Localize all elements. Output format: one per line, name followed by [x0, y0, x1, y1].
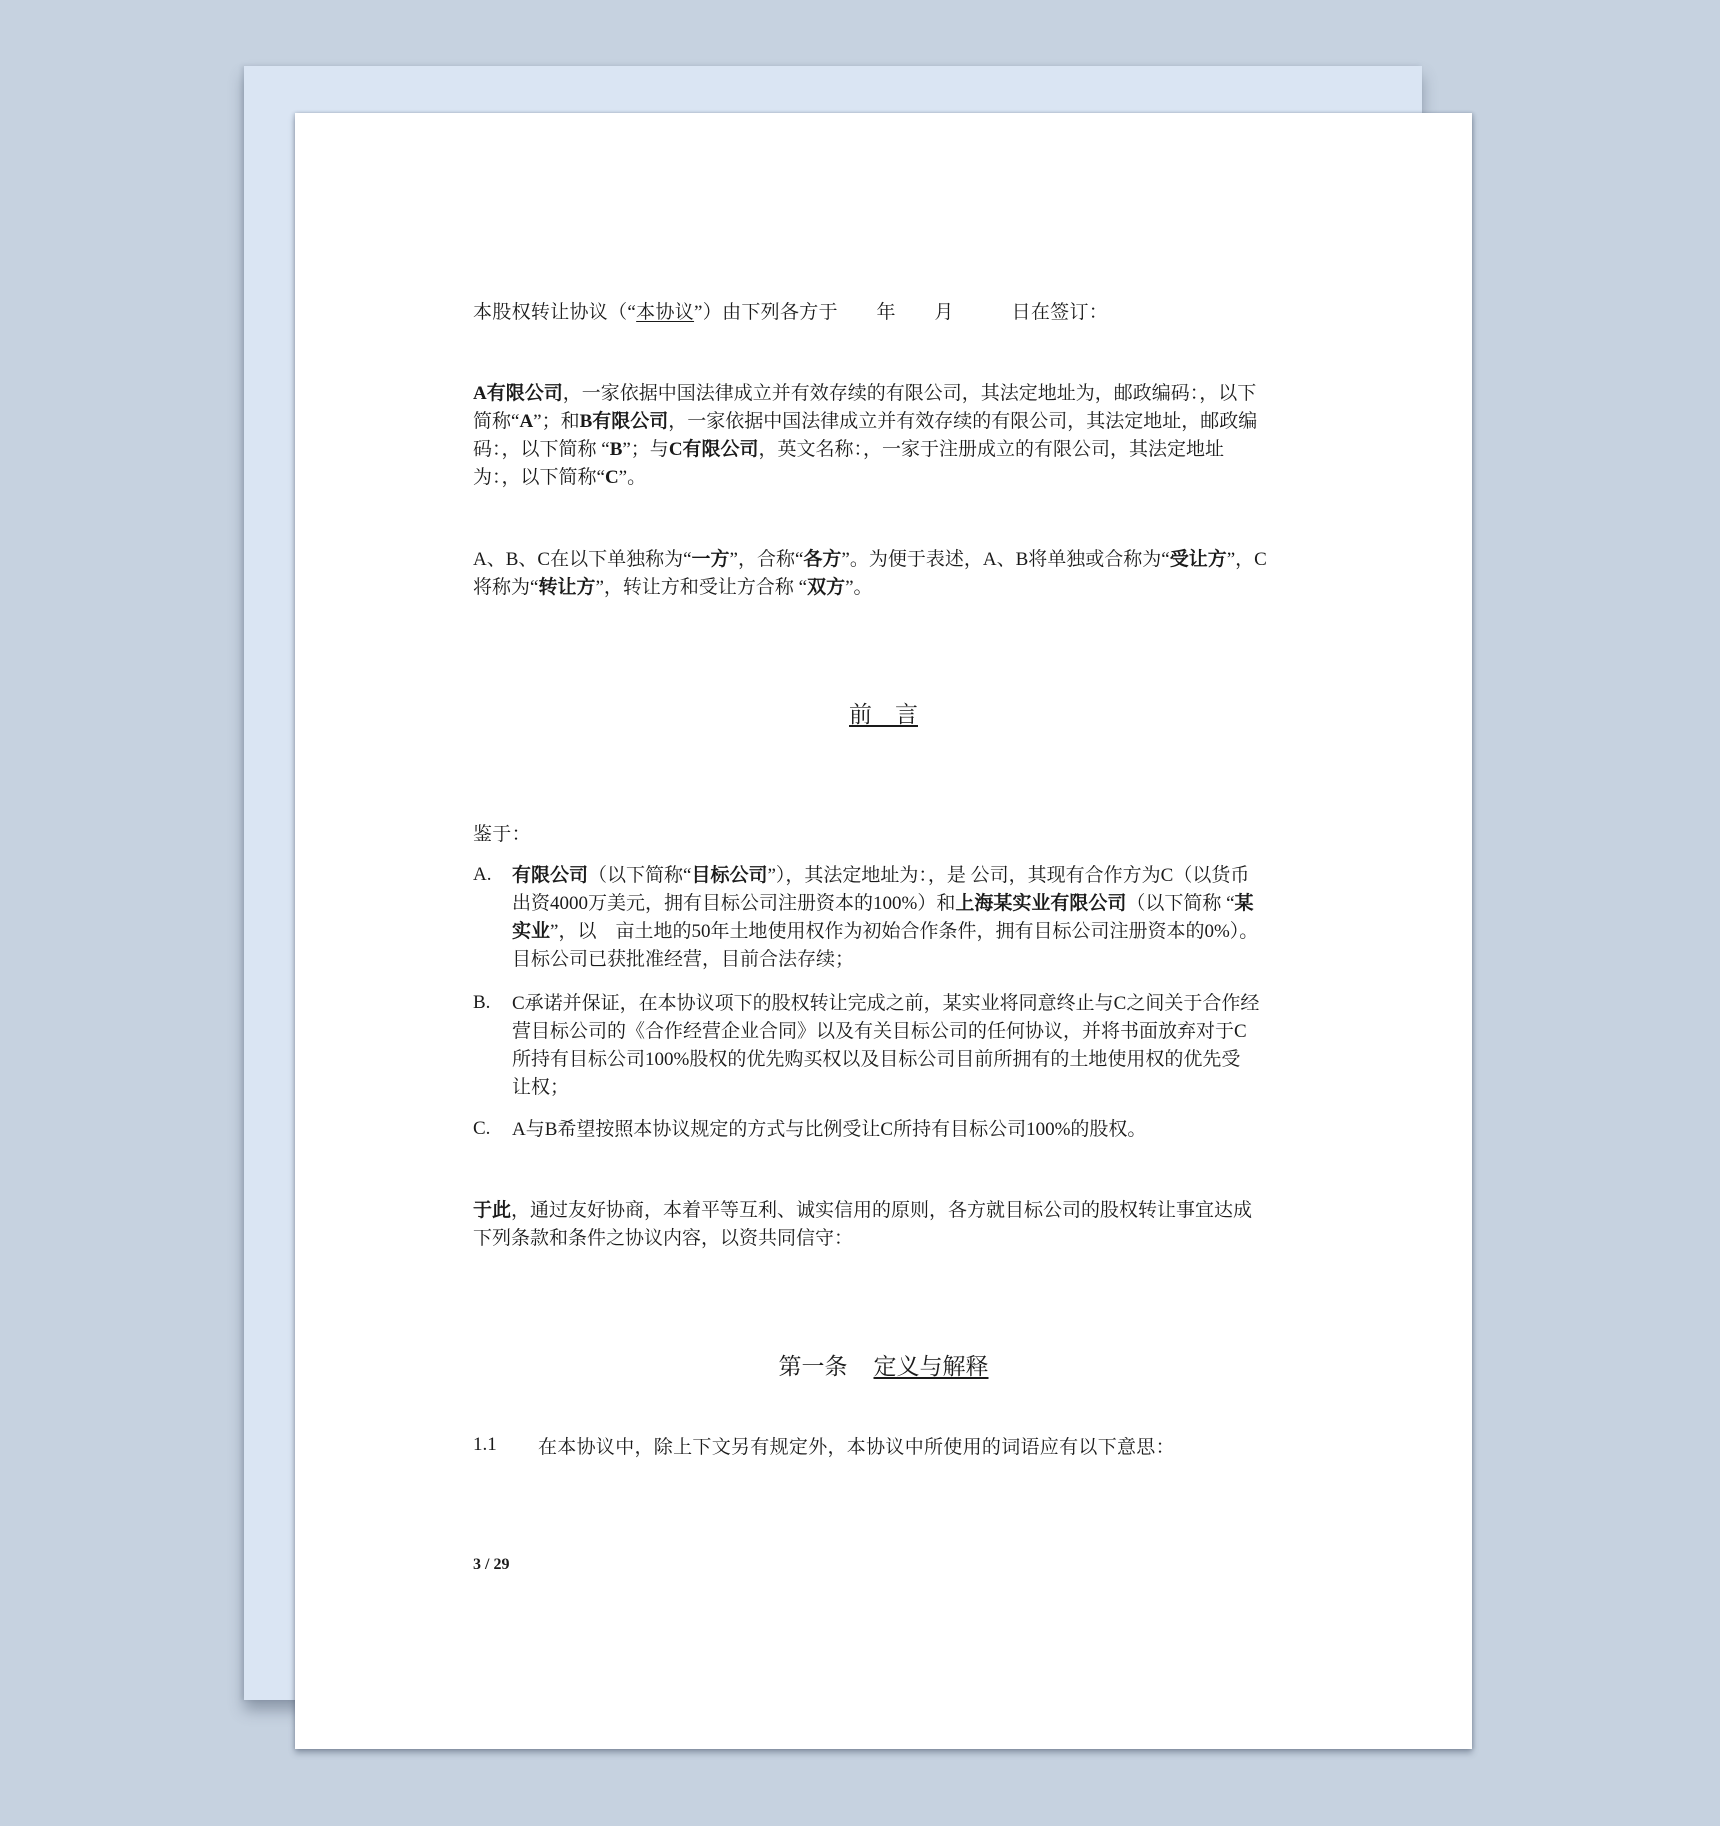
recital-a-body [512, 862, 1312, 974]
text-line [473, 436, 1313, 464]
bold-term: 上海某实业有限公司 [955, 893, 1127, 914]
bold-term: B [609, 439, 623, 460]
text-line [512, 890, 1312, 918]
bold-term: C有限公司 [668, 439, 759, 460]
text-run: ，一家依据中国法律成立并有效存续的有限公司，其法定地址，邮政编 [668, 411, 1258, 432]
text-run: ”。为便于表述，A、B将单独或合称为“ [841, 549, 1170, 570]
intro-suffix: ”）由下列各方于 年 月 日在签订： [694, 302, 1109, 323]
text-run: 下列条款和条件之协议内容，以资共同信守： [473, 1228, 854, 1249]
preamble-heading-text: 前 言 [849, 702, 918, 727]
text-line [473, 574, 1313, 602]
bold-term: A有限公司 [473, 383, 563, 404]
article-1-heading [295, 1348, 1472, 1381]
bold-term: 有限公司 [512, 865, 589, 886]
intro-line [473, 299, 1108, 327]
bold-term: C [604, 467, 619, 488]
text-run: ，通过友好协商，本着平等互利、诚实信用的原则，各方就目标公司的股权转让事宜达成 [511, 1200, 1253, 1221]
text-run: 简称“ [473, 411, 520, 432]
text-run: 出资4000万美元，拥有目标公司注册资本的100%）和 [512, 893, 956, 914]
recital-b-label: B. [473, 992, 491, 1013]
parties-paragraph [473, 380, 1313, 492]
text-run: ，英文名称：，一家于注册成立的有限公司，其法定地址 [758, 439, 1225, 460]
conclusion-paragraph [473, 1197, 1313, 1253]
text-line [473, 380, 1313, 408]
recital-c-body [512, 1116, 1312, 1144]
defined-term-this-agreement: 本协议 [636, 302, 695, 323]
bold-term: 目标公司 [691, 865, 768, 886]
text-line [512, 946, 1312, 974]
recital-a-label: A. [473, 864, 492, 885]
recital-c-label: C. [473, 1118, 491, 1139]
clause-1-1-number: 1.1 [473, 1434, 497, 1455]
text-run: ”，C [1226, 549, 1267, 570]
text-line [512, 1074, 1312, 1102]
intro-prefix: 本股权转让协议（“ [473, 302, 637, 323]
text-line [512, 918, 1312, 946]
text-line [473, 464, 1313, 492]
text-line [512, 1116, 1312, 1144]
definitions-paragraph [473, 546, 1313, 602]
whereas-label: 鉴于： [473, 824, 531, 845]
text-line [512, 990, 1312, 1018]
text-run: 目标公司已获批准经营，目前合法存续； [512, 949, 855, 970]
text-run: ”；与 [622, 439, 669, 460]
text-run: 将称为“ [473, 577, 539, 598]
text-run: A、B、C在以下单独称为“ [473, 549, 692, 570]
text-line [473, 1197, 1313, 1225]
recital-b-body [512, 990, 1312, 1102]
text-run: （以下简称“ [588, 865, 692, 886]
text-run: C承诺并保证，在本协议项下的股权转让完成之前，某实业将同意终止与C之间关于合作经 [512, 993, 1260, 1014]
bold-term: 受让方 [1169, 549, 1227, 570]
text-line [473, 408, 1313, 436]
text-line [473, 1225, 1313, 1253]
text-run: ”；和 [533, 411, 580, 432]
text-run: 码：，以下简称 “ [473, 439, 610, 460]
text-run: ”。 [845, 577, 873, 598]
bold-term: 于此 [473, 1200, 512, 1221]
bold-term: B有限公司 [579, 411, 669, 432]
article-1-title: 定义与解释 [873, 1354, 989, 1379]
page-indicator: 3 / 29 [473, 1556, 510, 1573]
bold-term: 转让方 [538, 577, 596, 598]
preamble-heading [295, 696, 1472, 729]
text-run: ”，合称“ [729, 549, 804, 570]
text-line [512, 862, 1312, 890]
clause-1-1-text: 在本协议中，除上下文另有规定外，本协议中所使用的词语应有以下意思： [538, 1437, 1175, 1458]
text-run: ”），其法定地址为：，是 公司，其现有合作方为C（以货币 [767, 865, 1250, 886]
bold-term: 一方 [691, 549, 730, 570]
text-run: 所持有目标公司100%股权的优先购买权以及目标公司目前所拥有的土地使用权的优先受 [512, 1049, 1241, 1070]
bold-term: 某 [1234, 893, 1254, 914]
text-run: ”。 [618, 467, 647, 488]
text-line [512, 1018, 1312, 1046]
text-run: 营目标公司的《合作经营企业合同》以及有关目标公司的任何协议，并将书面放弃对于C [512, 1021, 1247, 1042]
bold-term: 各方 [803, 549, 842, 570]
text-run: ”，转让方和受让方合称 “ [595, 577, 808, 598]
text-run: A与B希望按照本协议规定的方式与比例受让C所持有目标公司100%的股权。 [512, 1119, 1147, 1140]
text-line [512, 1046, 1312, 1074]
text-run: ”，以 亩土地的50年土地使用权作为初始合作条件，拥有目标公司注册资本的0%）。 [550, 921, 1259, 942]
text-run: ，一家依据中国法律成立并有效存续的有限公司，其法定地址为，邮政编码：，以下 [562, 383, 1257, 404]
bold-term: 双方 [807, 577, 846, 598]
article-1-number: 第一条 [778, 1354, 848, 1379]
text-line [473, 546, 1313, 574]
bold-term: 实业 [512, 921, 551, 942]
text-run: 让权； [512, 1077, 570, 1098]
text-run: （以下简称 “ [1126, 893, 1235, 914]
bold-term: A [519, 411, 534, 432]
text-run: 为：，以下简称“ [473, 467, 605, 488]
